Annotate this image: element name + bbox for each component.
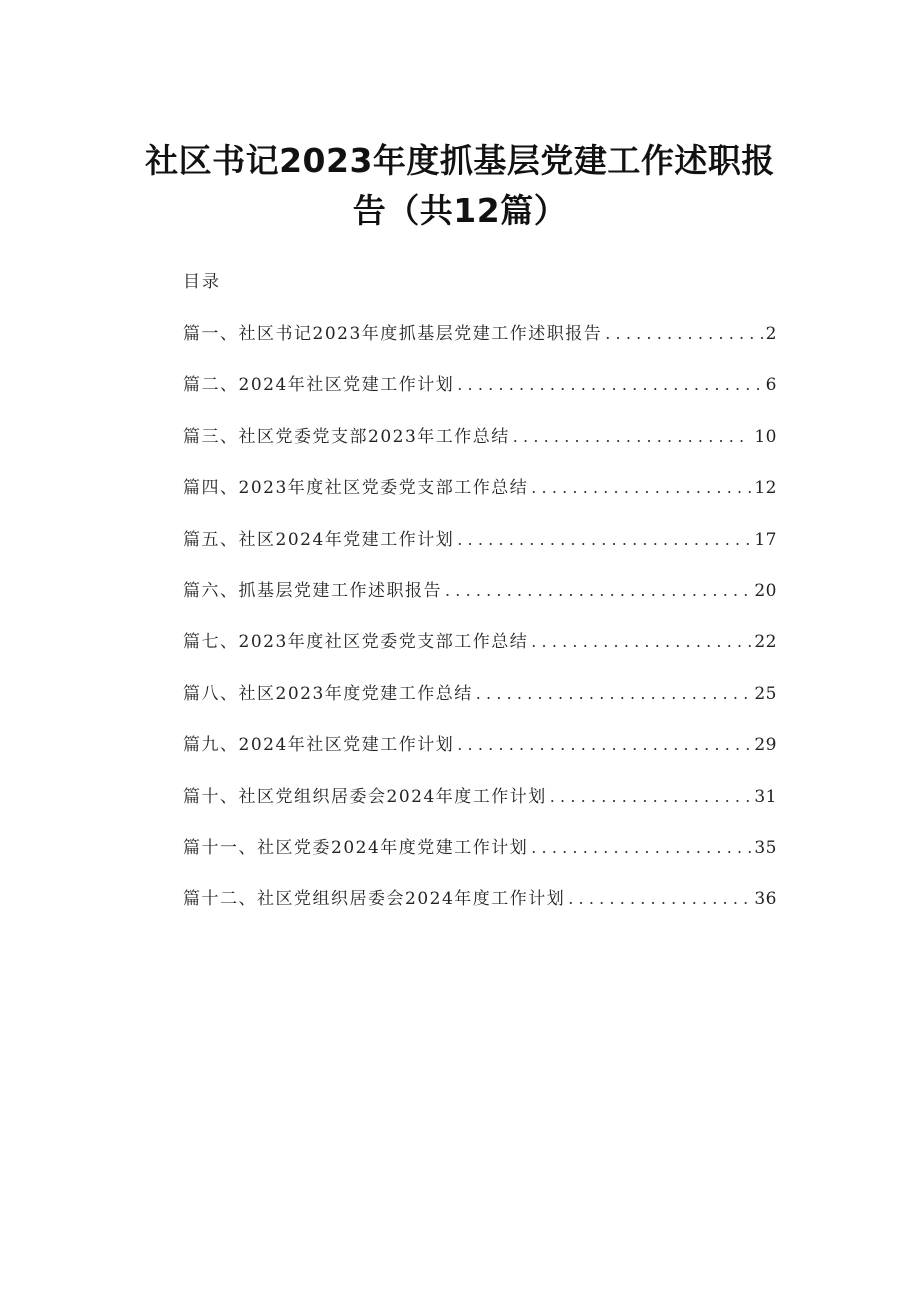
toc-dot-leader [457,730,751,760]
toc-dot-leader [457,525,751,555]
toc-page-number: 36 [754,889,777,910]
toc-page-number: 31 [754,786,777,807]
toc-entry-label: 篇九、2024年社区党建工作计划 [183,735,455,756]
toc-entry-12[interactable] [183,884,777,935]
toc-dot-leader [568,884,751,914]
toc-page-number: 6 [765,375,777,396]
toc-dot-leader [531,833,751,863]
toc-entry-9[interactable] [183,730,777,781]
toc-dot-leader [445,576,751,606]
toc-entry-label: 篇四、2023年度社区党委党支部工作总结 [183,478,529,499]
table-of-contents [183,319,777,936]
toc-dot-leader [476,679,752,709]
toc-entry-label: 篇十一、社区党委2024年度党建工作计划 [183,837,529,858]
toc-dot-leader [531,473,751,503]
toc-page-number: 2 [765,324,777,344]
toc-dot-leader [457,370,762,400]
toc-page-number: 35 [754,837,777,858]
toc-entry-4[interactable] [183,473,777,524]
document-title [120,136,800,236]
toc-entry-label: 篇八、社区2023年度党建工作总结 [183,683,473,704]
document-title-line-2: 告（共12篇） [352,191,568,230]
toc-entry-8[interactable] [183,679,777,730]
toc-entry-label: 篇十二、社区党组织居委会2024年度工作计划 [183,889,566,910]
toc-entry-1[interactable] [183,319,777,370]
document-title-line-1: 社区书记2023年度抓基层党建工作述职报 [145,141,775,180]
toc-entry-5[interactable] [183,525,777,576]
toc-entry-label: 篇一、社区书记2023年度抓基层党建工作述职报告 [183,324,603,344]
toc-entry-label: 篇五、社区2024年党建工作计划 [183,529,455,550]
toc-page-number: 17 [754,529,777,550]
toc-dot-leader [513,422,752,452]
toc-entry-label: 篇三、社区党委党支部2023年工作总结 [183,426,510,447]
toc-entry-6[interactable] [183,576,777,627]
toc-entry-10[interactable] [183,782,777,833]
toc-entry-label: 篇七、2023年度社区党委党支部工作总结 [183,632,529,653]
toc-entry-2[interactable] [183,370,777,421]
toc-entry-11[interactable] [183,833,777,884]
toc-page-number: 29 [754,735,777,756]
toc-dot-leader [531,627,751,657]
toc-page-number: 12 [754,478,777,499]
toc-entry-label: 篇二、2024年社区党建工作计划 [183,375,455,396]
toc-entry-label: 篇六、抓基层党建工作述职报告 [183,580,442,601]
toc-page-number: 22 [754,632,777,653]
toc-dot-leader [605,319,762,349]
toc-entry-7[interactable] [183,627,777,678]
toc-page-number: 10 [754,426,777,447]
toc-dot-leader [550,782,752,812]
toc-page-number: 25 [754,683,777,704]
toc-heading: 目录 [183,272,221,292]
toc-entry-label: 篇十、社区党组织居委会2024年度工作计划 [183,786,547,807]
toc-entry-3[interactable] [183,422,777,473]
toc-page-number: 20 [754,580,777,601]
